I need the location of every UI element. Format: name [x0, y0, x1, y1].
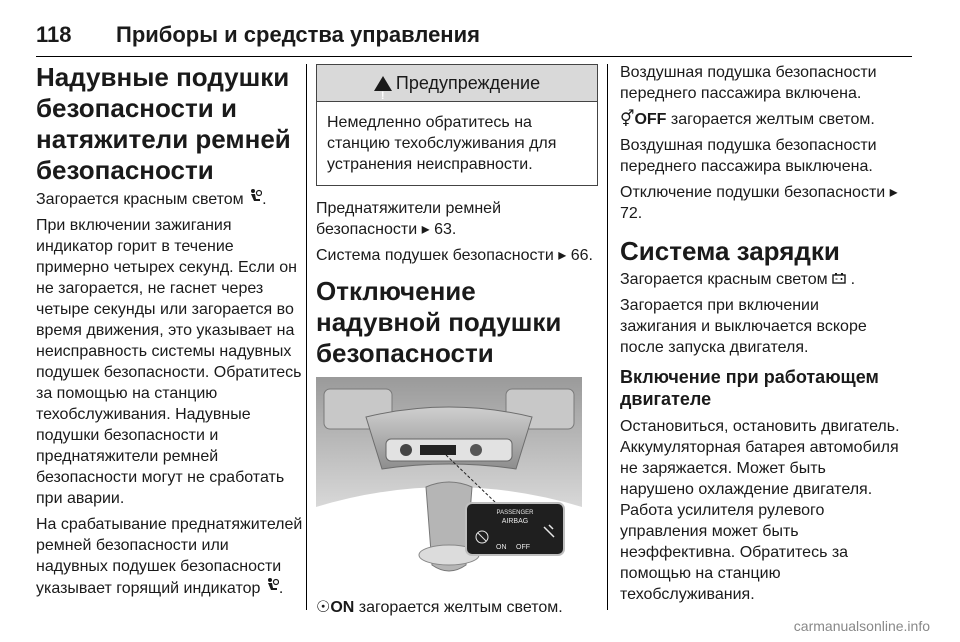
paragraph: Остановиться, остановить двигатель. Аккумуляторная батарея автомобиля не заряжается. Может быть нарушено охлаждение двигателя. Работа усилителя рулевого управления может быть неэффективна. Обратитесь за помощью на станцию техобслуживания.	[620, 418, 900, 603]
paragraph: На срабатывание преднатяжителей ремней безопасности или надувных подушек безопасности указывает горящий индикатор .	[36, 516, 303, 597]
page-header	[36, 22, 912, 57]
watermark: carmanualsonline.info	[793, 618, 930, 634]
page-number: 118	[36, 22, 72, 47]
paragraph: Воздушная подушка безопасности переднего пассажира включена.	[620, 64, 877, 102]
section-title: Надувные подушки безопасности и натяжители ремней безопасности	[36, 62, 291, 185]
airbag-panel-illustration	[316, 377, 582, 585]
airbag-off-icon: ⚥	[620, 111, 635, 128]
figure-label-on: ON	[496, 544, 507, 551]
paragraph: Загорается при включении зажигания и выключается вскоре после запуска двигателя.	[620, 297, 867, 356]
warning-title: Предупреждение	[395, 73, 541, 93]
cross-reference: Система подушек безопасности ▸ 66.	[316, 247, 593, 264]
column-left	[36, 62, 304, 604]
paragraph: Воздушная подушка безопасности переднего пассажира выключена.	[620, 137, 877, 175]
cross-reference: Преднатяжители ремней безопасности ▸ 63.	[316, 200, 501, 238]
chapter-title: Приборы и средства управления	[116, 22, 480, 47]
battery-icon	[832, 271, 850, 288]
seated-airbag-icon	[265, 577, 279, 599]
paragraph: Загорается красным светом .	[620, 271, 856, 288]
column-middle	[316, 62, 598, 623]
status-line: ☉ON загорается желтым светом.	[316, 599, 563, 616]
warning-triangle-icon	[374, 76, 392, 91]
subsection-title: Отключение надувной подушки безопасности	[316, 276, 562, 368]
warning-text: Немедленно обратитесь на станцию техобслуживания для устранения неисправности.	[327, 114, 557, 173]
airbag-on-icon: ☉	[316, 599, 331, 616]
column-right	[620, 62, 900, 610]
seated-airbag-icon	[248, 188, 262, 210]
section-title: Система зарядки	[620, 236, 840, 266]
page-ref-arrow-icon: ▸	[889, 184, 898, 201]
figure-label-passenger: PASSENGER	[496, 510, 534, 516]
cross-reference: Отключение подушки безопасности ▸ 72.	[620, 184, 898, 222]
status-line: ⚥OFF загорается желтым светом.	[620, 111, 875, 128]
figure-label-airbag: AIRBAG	[501, 518, 529, 525]
column-divider	[607, 64, 608, 610]
paragraph: Загорается красным светом .	[36, 188, 304, 210]
warning-header	[317, 65, 597, 102]
column-divider	[306, 64, 307, 610]
page-ref-arrow-icon: ▸	[421, 221, 430, 238]
warning-box	[316, 64, 598, 186]
subsection-title: Включение при работающем двигателе	[620, 367, 879, 409]
figure-label-off: OFF	[516, 544, 530, 551]
paragraph: При включении зажигания индикатор горит в течение примерно четырех секунд. Если он не загорается, не гаснет через четыре секунды или загорается во время движения, это указывает на неисправность системы надувных подушек безопасности. Обратитесь за помощью на станцию техобслуживания. Надувные подушки безопасности и преднатяжители ремней безопасности могут не сработать при аварии.	[36, 217, 302, 507]
page-ref-arrow-icon: ▸	[558, 247, 567, 264]
